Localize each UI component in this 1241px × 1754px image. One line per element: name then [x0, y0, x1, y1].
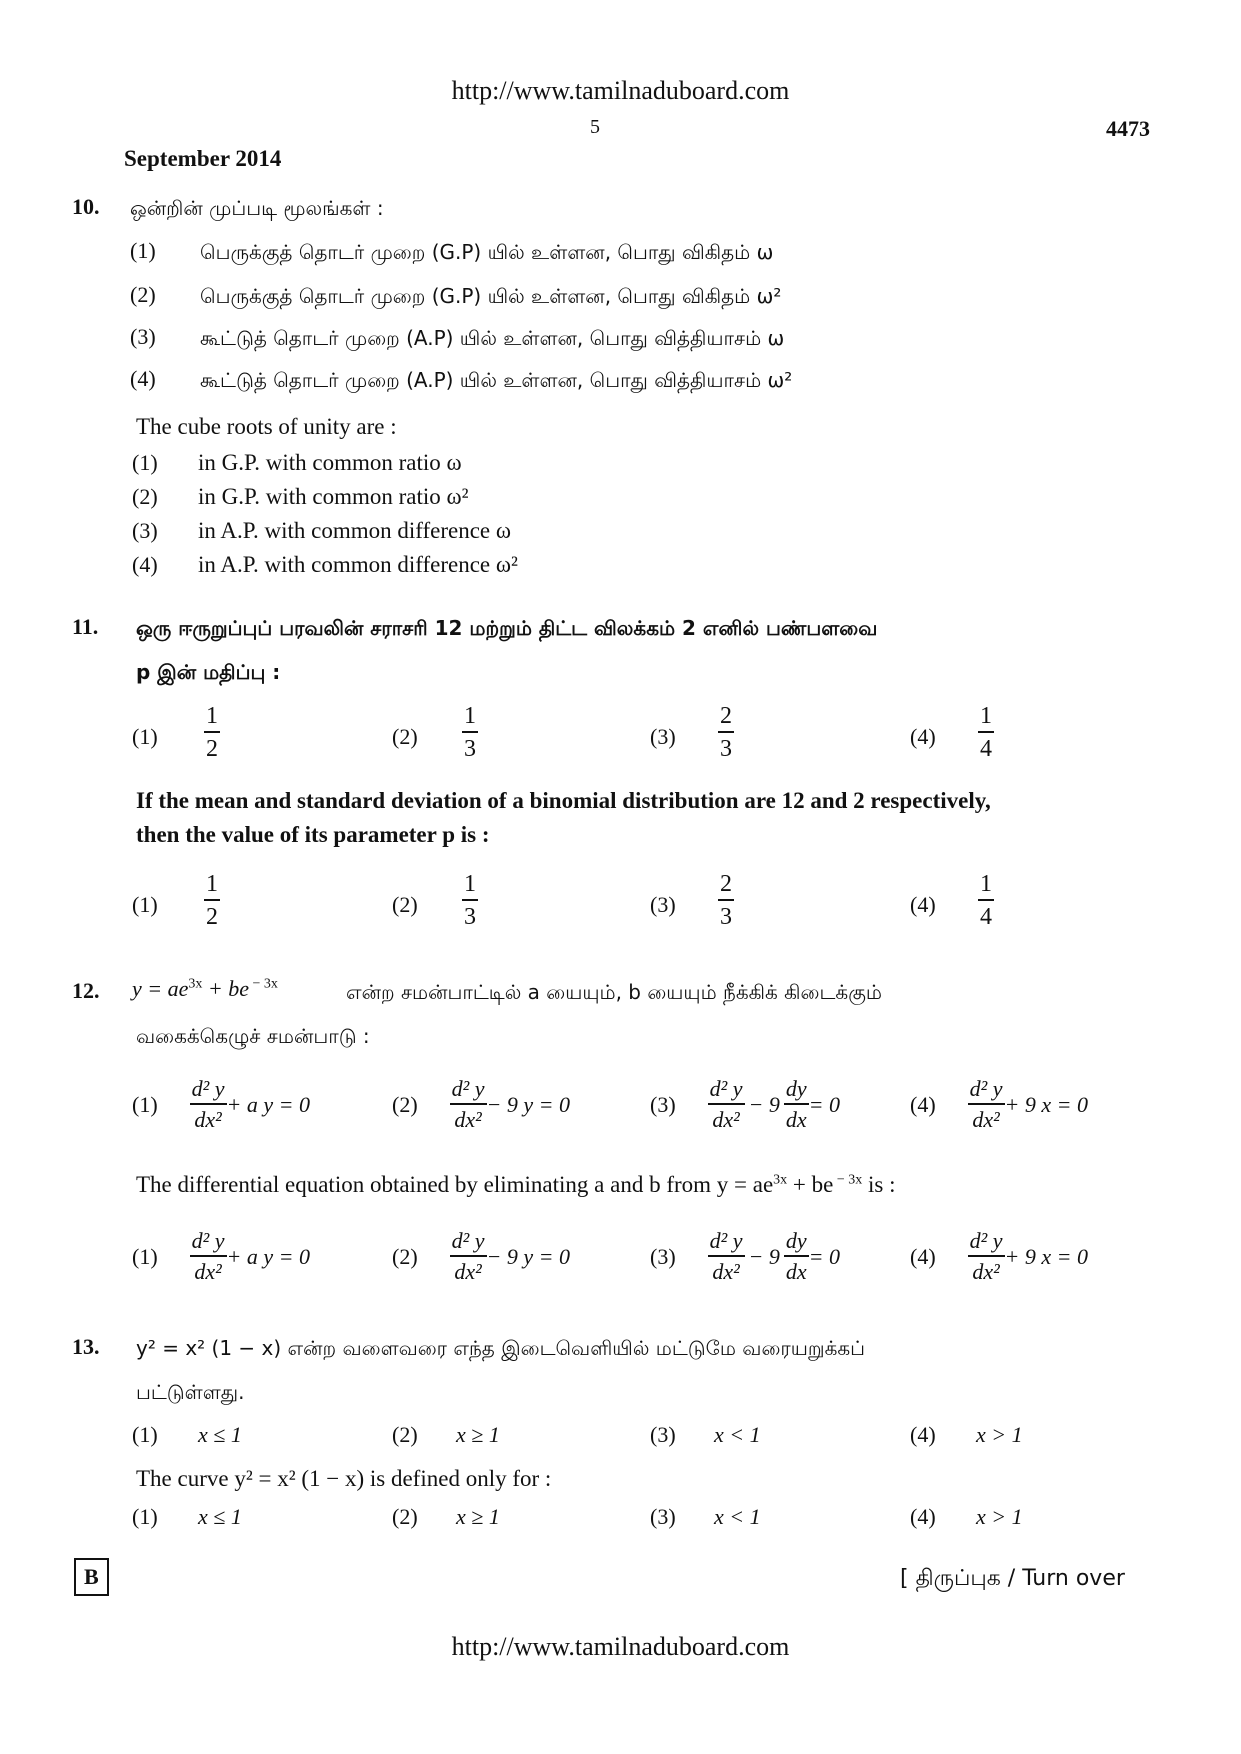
question-stem-tamil-cont: p இன் மதிப்பு : [136, 660, 281, 684]
question-equation: $y = ae^{3x}$ + be $^{- 3x}$ [132, 976, 278, 1001]
question-stem-english: The differential equation obtained by eliminating a and b from $y = ae^{3x}$ + be $^{- 3x}$ is : [136, 1172, 896, 1197]
option-number: (1) [132, 892, 158, 917]
question-stem-english: The cube roots of unity are : [136, 414, 397, 439]
option-text-tamil: கூட்டுத் தொடர் முறை (A.P) யில் உள்ளன, பொது வித்தியாசம் ω [200, 326, 785, 350]
option-number: (4) [910, 1422, 936, 1447]
option-1: (1) $\frac{\text{d² y}}{\text{dx²}}$ + a y = 0 [132, 1228, 310, 1284]
option-number: (2) [130, 282, 156, 307]
option-text: x > 1 [976, 1504, 1023, 1529]
option-text: x ≤ 1 [198, 1504, 242, 1529]
option-number: (3) [650, 892, 676, 917]
option-text-tamil: பெருக்குத் தொடர் முறை (G.P) யில் உள்ளன, பொது விகிதம் ω [200, 240, 774, 264]
option-number: (3) [130, 324, 156, 349]
option-text-english: in G.P. with common ratio ω [198, 450, 462, 475]
question-stem-tamil: y² = x² (1 − x) என்ற வளைவரை எந்த இடைவெளியில் மட்டுமே வரையறுக்கப் [136, 1336, 866, 1360]
paper-code: 4473 [1106, 116, 1150, 141]
option-text: x < 1 [714, 1422, 761, 1447]
option-number: (1) [132, 1422, 158, 1447]
option-fraction: $\frac{1}{2}$ [206, 703, 218, 762]
option-number: (1) [132, 1504, 158, 1529]
session-title: September 2014 [124, 146, 282, 171]
source-url-top: http://www.tamilnaduboard.com [451, 76, 790, 105]
question-stem-english: If the mean and standard deviation of a binomial distribution are 12 and 2 respectively, [136, 788, 991, 813]
option-text: x ≤ 1 [198, 1422, 242, 1447]
option-number: (1) [132, 450, 158, 475]
question-number: 13. [72, 1334, 100, 1359]
option-text-tamil: கூட்டுத் தொடர் முறை (A.P) யில் உள்ளன, பொது வித்தியாசம் ω² [200, 368, 793, 392]
option-text: x ≥ 1 [456, 1422, 500, 1447]
option-number: (2) [392, 724, 418, 749]
question-number: 10. [72, 194, 100, 219]
option-4: (4) $\frac{\text{d² y}}{\text{dx²}}$ + 9 x = 0 [910, 1228, 1088, 1284]
turn-over-label: [ திருப்புக / Turn over [900, 1566, 1125, 1591]
option-number: (3) [650, 1504, 676, 1529]
source-url-bottom: http://www.tamilnaduboard.com [451, 1632, 790, 1661]
option-number: (1) [132, 724, 158, 749]
question-stem-tamil-cont: வகைக்கெழுச் சமன்பாடு : [136, 1024, 370, 1048]
option-3: (3) $\frac{\text{d² y}}{\text{dx²}}$ − 9 $\frac{dy}{dx}$ = 0 [650, 1076, 841, 1132]
option-number: (3) [650, 724, 676, 749]
option-number: (4) [130, 366, 156, 391]
option-fraction: $\frac{1}{4}$ [980, 703, 992, 762]
question-stem-tamil: ஒரு ஈருறுப்புப் பரவலின் சராசரி 12 மற்றும் திட்ட விலக்கம் 2 எனில் பண்பளவை [136, 616, 878, 640]
option-text: x ≥ 1 [456, 1504, 500, 1529]
option-number: (3) [650, 1422, 676, 1447]
option-text-english: in A.P. with common difference ω [198, 518, 512, 543]
option-text: x < 1 [714, 1504, 761, 1529]
option-number: (2) [392, 1422, 418, 1447]
option-text: x > 1 [976, 1422, 1023, 1447]
option-number: (4) [910, 724, 936, 749]
option-fraction: $\frac{1}{3}$ [464, 871, 476, 930]
option-number: (4) [132, 552, 158, 577]
option-fraction: $\frac{1}{3}$ [464, 703, 476, 762]
option-2: (2) $\frac{\text{d² y}}{\text{dx²}}$ − 9 y = 0 [392, 1076, 570, 1132]
option-text-english: in G.P. with common ratio ω² [198, 484, 469, 509]
option-1: (1) $\frac{\text{d² y}}{\text{dx²}}$ + a y = 0 [132, 1076, 310, 1132]
option-number: (2) [132, 484, 158, 509]
option-4: (4) $\frac{\text{d² y}}{\text{dx²}}$ + 9 x = 0 [910, 1076, 1088, 1132]
booklet-series-badge: B [74, 1558, 109, 1596]
question-stem-tamil-cont: பட்டுள்ளது. [136, 1380, 245, 1404]
option-text-tamil: பெருக்குத் தொடர் முறை (G.P) யில் உள்ளன, பொது விகிதம் ω² [200, 284, 782, 308]
page-number: 5 [590, 116, 600, 138]
option-fraction: $\frac{2}{3}$ [720, 703, 732, 762]
question-stem-english: The curve y² = x² (1 − x) is defined only for : [136, 1466, 552, 1491]
option-number: (4) [910, 892, 936, 917]
question-stem-tamil: ஒன்றின் முப்படி மூலங்கள் : [130, 196, 384, 220]
option-number: (4) [910, 1504, 936, 1529]
option-number: (2) [392, 1504, 418, 1529]
question-number: 12. [72, 978, 100, 1003]
question-number: 11. [72, 614, 99, 639]
option-number: (3) [132, 518, 158, 543]
question-stem-tamil: என்ற சமன்பாட்டில் a யையும், b யையும் நீக்கிக் கிடைக்கும் [346, 980, 882, 1004]
option-number: (2) [392, 892, 418, 917]
question-stem-english-cont: then the value of its parameter p is : [136, 822, 490, 847]
option-fraction: $\frac{1}{4}$ [980, 871, 992, 930]
option-text-english: in A.P. with common difference ω² [198, 552, 518, 577]
option-2: (2) $\frac{\text{d² y}}{\text{dx²}}$ − 9 y = 0 [392, 1228, 570, 1284]
option-3: (3) $\frac{\text{d² y}}{\text{dx²}}$ − 9 $\frac{dy}{dx}$ = 0 [650, 1228, 841, 1284]
option-number: (1) [130, 238, 156, 263]
option-fraction: $\frac{2}{3}$ [720, 871, 732, 930]
option-fraction: $\frac{1}{2}$ [206, 871, 218, 930]
